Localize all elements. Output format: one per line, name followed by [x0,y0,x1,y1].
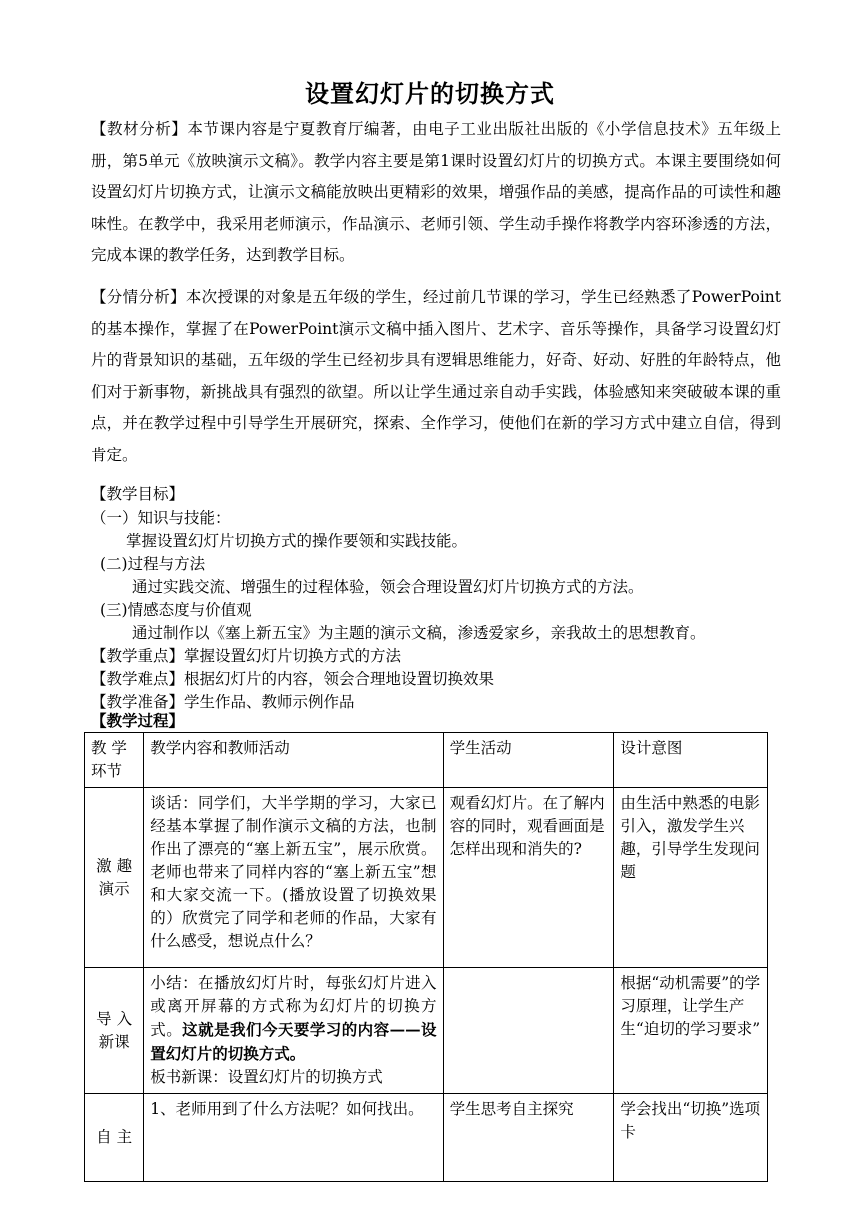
goal3-text: 通过制作以《塞上新五宝》为主题的演示文稿，渗透爱家乡，亲我故土的思想教育。 [132,624,706,642]
textbook-analysis: 【教材分析】本节课内容是宁夏教育厅编著，由电子工业出版社出版的《小学信息技术》五年级上册，第5单元《放映演示文稿》。教学内容主要是第1课时设置幻灯片的切换方式。本课主要围绕如何设置幻灯片切换方式，让演示文稿能放映出更精彩的效果，增强作品的美感，提高作品的可读性和趣味性。在教学中，我采用老师演示，作品演示、老师引领、学生动手操作将教学内容环渗透的方法，完成本课的教学任务，达到教学目标。 [91,120,781,264]
student-cell: 学生思考自主探究 [443,1094,614,1182]
goal1-text: 掌握设置幻灯片切换方式的操作要领和实践技能。 [126,532,468,550]
goal3-heading: (三)情感态度与价值观 [100,601,252,619]
content-tail: 板书新课：设置幻灯片的切换方式 [150,1068,383,1086]
document-title: 设置幻灯片的切换方式 [305,79,555,108]
table-header-student: 学生活动 [443,733,614,788]
goals-heading: 【教学目标】 [91,485,185,503]
intent-cell: 学会找出“切换”选项卡 [614,1094,768,1182]
preparation: 【教学准备】学生作品、教师示例作品 [91,693,355,711]
table-header-intent: 设计意图 [614,733,768,788]
content-cell: 1、老师用到了什么方法呢？如何找出。 [144,1094,443,1182]
student-cell: 观看幻灯片。在了解内容的同时，观看画面是怎样出现和消失的? [443,788,614,968]
goal1-heading: （一）知识与技能： [91,509,231,527]
content-plain: 小结：在播放幻灯片时，每张幻灯片进入或离开屏幕的方式称为幻灯片的切换方式。 [150,974,437,1039]
intent-cell: 根据“动机需要”的学习原理，让学生产生“迫切的学习要求” [614,968,768,1094]
stage-cell: 自 主 [85,1094,144,1182]
table-header-stage: 教 学 环节 [85,733,144,788]
difficulty: 【教学难点】根据幻灯片的内容，领会合理地设置切换效果 [91,670,495,688]
table-header-row [85,733,768,788]
goal2-heading: (二)过程与方法 [100,555,206,573]
table-row [85,788,768,968]
stage-cell: 激 趣 演示 [85,788,144,968]
content-cell [144,968,443,1094]
student-cell [443,968,614,1094]
intent-cell: 由生活中熟悉的电影引入，激发学生兴趣，引导学生发现问题 [614,788,768,968]
process-heading: 【教学过程】 [91,711,185,730]
table-header-content: 教学内容和教师活动 [144,733,443,788]
stage-cell: 导 入 新课 [85,968,144,1094]
key-point: 【教学重点】掌握设置幻灯片切换方式的方法 [91,647,402,665]
content-cell: 谈话：同学们，大半学期的学习，大家已经基本掌握了制作演示文稿的方法，也制作出了漂亮的“塞上新五宝”，展示欣赏。老师也带来了同样内容的“塞上新五宝”想和大家交流一下。(播放设置了切换效果的）欣赏完了同学和老师的作品，大家有什么感受，想说点什么？ [144,788,443,968]
content-bold: 这就是我们今天要学习的内容——设置幻灯片的切换方式。 [150,1020,437,1063]
teaching-process-table [84,732,768,1182]
table-row [85,968,768,1094]
table-row [85,1094,768,1182]
student-analysis: 【分情分析】本次授课的对象是五年级的学生，经过前几节课的学习，学生已经熟悉了PowerPoint的基本操作，掌握了在PowerPoint演示文稿中插入图片、艺术字、音乐等操作，具备学习设置幻灯片的背景知识的基础，五年级的学生已经初步具有逻辑思维能力，好奇、好动、好胜的年龄特点，他们对于新事物，新挑战具有强烈的欲望。所以让学生通过亲自动手实践，体验感知来突破破本课的重点，并在教学过程中引导学生开展研究，探索、全作学习，使他们在新的学习方式中建立自信，得到肯定。 [91,288,781,464]
goal2-text: 通过实践交流、增强生的过程体验，领会合理设置幻灯片切换方式的方法。 [132,578,644,596]
